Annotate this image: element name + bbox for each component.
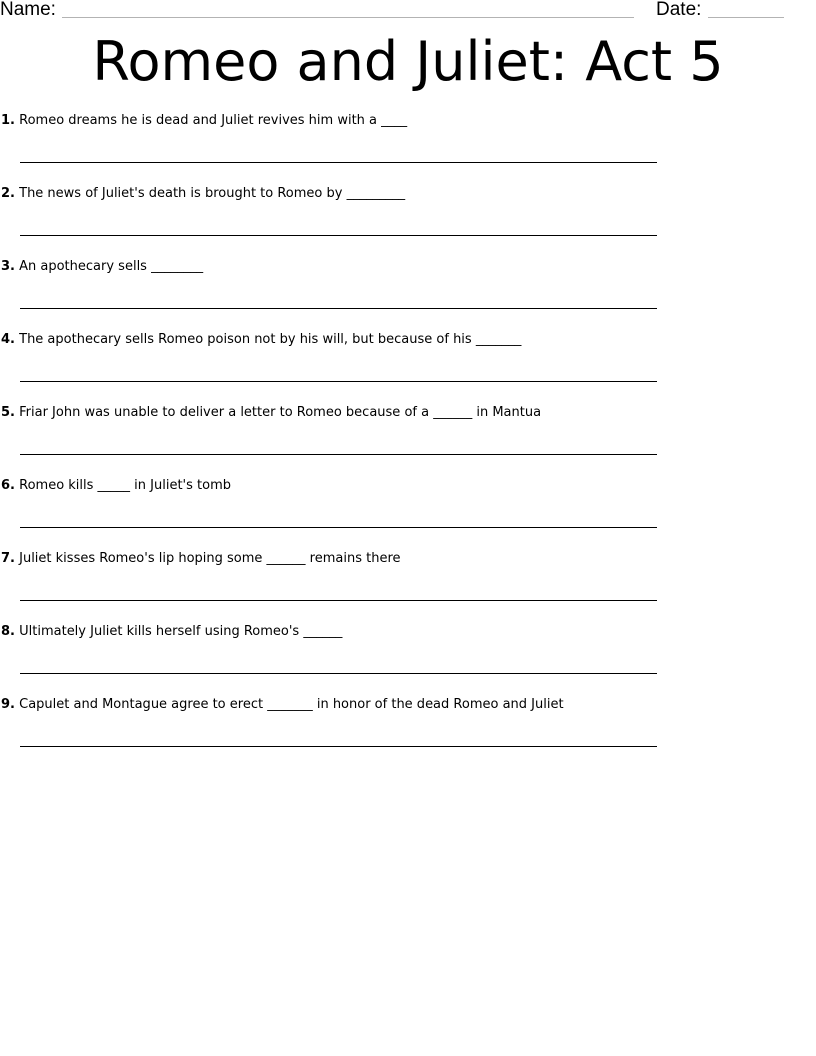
question-item	[0, 111, 816, 184]
question-item	[0, 695, 816, 768]
answer-line[interactable]	[20, 527, 657, 528]
question-number: 6.	[1, 478, 15, 493]
answer-line[interactable]	[20, 235, 657, 236]
question-prompt: Romeo dreams he is dead and Juliet revives him with a ____	[19, 113, 408, 128]
question-prompt: Ultimately Juliet kills herself using Romeo's ______	[19, 624, 343, 639]
question-prompt: Romeo kills _____ in Juliet's tomb	[19, 478, 231, 493]
question-text	[1, 257, 203, 277]
date-label: Date:	[656, 0, 702, 20]
answer-line[interactable]	[20, 162, 657, 163]
page-title: Romeo and Juliet: Act 5	[92, 30, 724, 93]
question-text	[1, 111, 407, 131]
answer-line[interactable]	[20, 746, 657, 747]
answer-line[interactable]	[20, 600, 657, 601]
question-item	[0, 549, 816, 622]
question-text	[1, 549, 401, 569]
question-list	[0, 111, 816, 768]
question-item	[0, 622, 816, 695]
question-prompt: The news of Juliet's death is brought to Romeo by _________	[19, 186, 406, 201]
question-item	[0, 403, 816, 476]
question-number: 5.	[1, 405, 15, 420]
name-label: Name:	[0, 0, 56, 20]
question-item	[0, 330, 816, 403]
question-number: 4.	[1, 332, 15, 347]
question-text	[1, 403, 541, 423]
question-number: 8.	[1, 624, 15, 639]
question-prompt: An apothecary sells ________	[19, 259, 204, 274]
question-item	[0, 184, 816, 257]
answer-line[interactable]	[20, 381, 657, 382]
answer-line[interactable]	[20, 673, 657, 674]
question-number: 7.	[1, 551, 15, 566]
question-prompt: Juliet kisses Romeo's lip hoping some ______ remains there	[19, 551, 401, 566]
question-text	[1, 695, 564, 715]
question-number: 3.	[1, 259, 15, 274]
question-item	[0, 476, 816, 549]
question-item	[0, 257, 816, 330]
question-text	[1, 184, 405, 204]
worksheet-header	[0, 0, 816, 24]
question-text	[1, 476, 231, 496]
question-number: 9.	[1, 697, 15, 712]
question-prompt: The apothecary sells Romeo poison not by his will, but because of his _______	[19, 332, 522, 347]
question-text	[1, 330, 521, 350]
answer-line[interactable]	[20, 308, 657, 309]
answer-line[interactable]	[20, 454, 657, 455]
question-prompt: Friar John was unable to deliver a letter to Romeo because of a ______ in Mantua	[19, 405, 542, 420]
question-prompt: Capulet and Montague agree to erect _______ in honor of the dead Romeo and Juliet	[19, 697, 564, 712]
name-field[interactable]	[62, 17, 634, 18]
question-number: 2.	[1, 186, 15, 201]
date-field[interactable]	[708, 17, 784, 18]
question-number: 1.	[1, 113, 15, 128]
question-text	[1, 622, 342, 642]
